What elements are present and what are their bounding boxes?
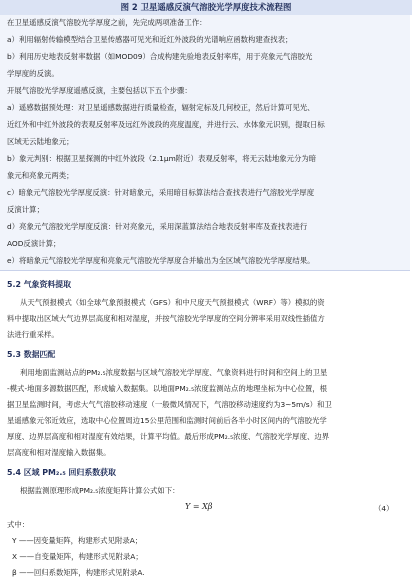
- body-line: 根据监测原理形成PM₂.₅浓度矩阵计算公式如下：: [20, 486, 180, 495]
- section-heading: 5.3 数据匹配: [7, 350, 56, 359]
- flow-line: 反演计算；: [7, 205, 44, 214]
- body-line: 法进行重采样。: [7, 330, 59, 339]
- flow-line: b）象元判别：根据卫星探测的中红外波段（2.1μm附近）表观反射率，将无云陆地象元分为暗: [7, 154, 317, 163]
- flow-line: a）利用辐射传输模型结合卫星传感器可见光和近红外波段的光谱响应函数构建查找表；: [7, 35, 293, 44]
- figure-title: 图 2 卫星遥感反演气溶胶光学厚度技术流程图: [0, 0, 412, 15]
- flow-line: 近红外和中红外波段的表观反射率及远红外波段的亮度温度，并进行云、水体象元识别，提取日标: [7, 120, 325, 129]
- body-line: 从天气预报模式（如全球气象预报模式（GFS）和中尺度天气预报模式（WRF）等）模拟的资: [20, 298, 325, 307]
- body-line: 层高度和相对湿度输入数据集。: [7, 448, 111, 457]
- section-heading: 5.4 区域 PM₂.₅ 回归系数获取: [7, 468, 116, 477]
- flow-line: b）利用历史地表反射率数据（如MOD09）合成构建先验地表反射率库，用于亮象元气溶胶光: [7, 52, 313, 61]
- flow-line: AOD反演计算；: [7, 239, 61, 248]
- body-line: 料中提取出区域大气边界层高度和相对湿度，并按气溶胶光学厚度的空间分辨率采用双线性插值方: [7, 314, 325, 323]
- section-heading: 5.2 气象资料提取: [7, 280, 72, 289]
- equation: Y = Xβ: [185, 502, 213, 511]
- flow-line: 学厚度的反演。: [7, 69, 59, 78]
- definition-line: Y ——因变量矩阵，构建形式见附录A；: [12, 536, 143, 545]
- flow-line: a）遥感数据预处理：对卫星遥感数据进行质量检查，辐射定标及几何校正，然后计算可见光、: [7, 103, 315, 112]
- definition-line: X ——自变量矩阵，构建形式见附录A；: [12, 552, 143, 561]
- equation-number: （4）: [374, 504, 394, 513]
- body-line: 据卫星监测时间，考虑大气气溶胶移动速度（一般微风情况下，气溶胶移动速度约为3~5m/s）和卫: [7, 400, 332, 409]
- flow-line: 开展气溶胶光学厚度遥感反演，主要包括以下五个步骤：: [7, 86, 192, 95]
- body-line: 厚度、边界层高度和相对湿度有效结果，计算平均值。最后形成PM₂.₅浓度、气溶胶光学厚度、边界: [7, 432, 330, 441]
- flow-line: 在卫星遥感反演气溶胶光学厚度之前，先完成两项准备工作：: [7, 18, 207, 27]
- body-line: 利用地面监测站点的PM₂.₅浓度数据与区域气溶胶光学厚度、气象资料进行时间和空间上的卫星: [20, 368, 328, 377]
- body-line: 星遥感象元邻近效应，选取中心位置周边15公里范围和监测时间前后各半小时区间内的气溶胶光学: [7, 416, 327, 425]
- body-line: -模式-地面多源数据匹配，形成输入数据集。以地面PM₂.₅浓度监测站点的地理坐标为中心位置，根: [7, 384, 328, 393]
- flow-line: e）将暗象元气溶胶光学厚度和亮象元气溶胶光学厚度合并输出为全区域气溶胶光学厚度结果。: [7, 256, 315, 265]
- flow-line: c）暗象元气溶胶光学厚度反演：针对暗象元，采用暗目标算法结合查找表进行气溶胶光学厚度: [7, 188, 315, 197]
- flow-description-box: [0, 15, 410, 271]
- flow-line: 区域无云陆地象元；: [7, 137, 74, 146]
- flow-line: 象元和亮象元两类；: [7, 171, 74, 180]
- flow-line: d）亮象元气溶胶光学厚度反演：针对亮象元，采用深蓝算法结合地表反射率库及查找表进行: [7, 222, 308, 231]
- where-label: 式中：: [7, 520, 30, 529]
- definition-line: β ——回归系数矩阵，构建形式见附录A.: [12, 568, 145, 577]
